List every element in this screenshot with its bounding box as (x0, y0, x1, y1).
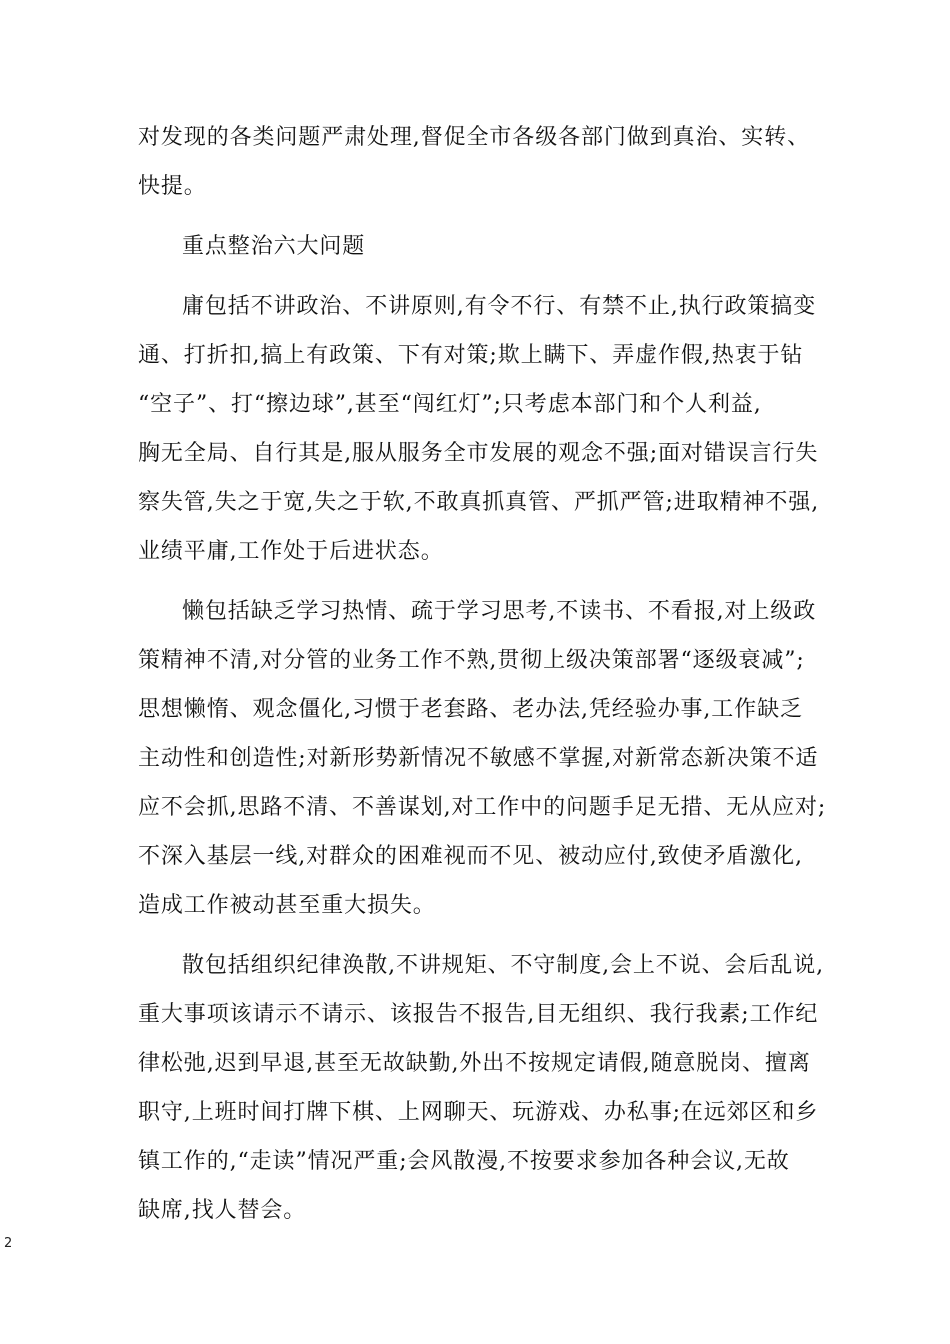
text-line: 快提。 (138, 174, 207, 199)
text-line: 重点整治六大问题 (182, 234, 366, 259)
text-line: 业绩平庸,工作处于后进状态。 (138, 539, 444, 564)
text-line: 察失管,失之于宽,失之于软,不敢真抓真管、严抓严管;进取精神不强, (138, 490, 820, 515)
paragraph-lan (138, 587, 828, 930)
text-line: 通、打折扣,搞上有政策、下有对策;欺上瞒下、弄虚作假,热衷于钻 (138, 343, 804, 368)
text-line: 散包括组织纪律涣散,不讲规矩、不守制度,会上不说、会后乱说, (182, 953, 824, 978)
page-content (138, 113, 828, 1235)
paragraph-san (138, 941, 828, 1235)
text-line: 对发现的各类问题严肃处理,督促全市各级各部门做到真治、实转、 (138, 125, 810, 150)
text-line: 思想懒惰、观念僵化,习惯于老套路、老办法,凭经验办事,工作缺乏 (138, 697, 803, 722)
text-line: 造成工作被动甚至重大损失。 (138, 893, 436, 918)
text-line: “空子”、打“擦边球”,甚至“闯红灯”;只考虑本部门和个人利益, (138, 392, 762, 417)
paragraph-yong (138, 282, 828, 576)
section-heading (138, 222, 828, 271)
text-line: 不深入基层一线,对群众的困难视而不见、被动应付,致使矛盾激化, (138, 844, 803, 869)
text-line: 重大事项该请示不请示、该报告不报告,目无组织、我行我素;工作纪 (138, 1002, 819, 1027)
text-line: 应不会抓,思路不清、不善谋划,对工作中的问题手足无措、无从应对; (138, 795, 827, 820)
page-number: 2 (4, 1236, 13, 1251)
text-line: 庸包括不讲政治、不讲原则,有令不行、有禁不止,执行政策搞变 (182, 294, 817, 319)
text-line: 镇工作的,“走读”情况严重;会风散漫,不按要求参加各种会议,无故 (138, 1149, 790, 1174)
text-line: 懒包括缺乏学习热情、疏于学习思考,不读书、不看报,对上级政 (182, 599, 817, 624)
text-line: 胸无全局、自行其是,服从服务全市发展的观念不强;面对错误言行失 (138, 441, 819, 466)
text-line: 职守,上班时间打牌下棋、上网聊天、玩游戏、办私事;在远郊区和乡 (138, 1100, 819, 1125)
text-line: 主动性和创造性;对新形势新情况不敏感不掌握,对新常态新决策不适 (138, 746, 819, 771)
text-line: 律松弛,迟到早退,甚至无故缺勤,外出不按规定请假,随意脱岗、擅离 (138, 1051, 811, 1076)
text-line: 策精神不清,对分管的业务工作不熟,贯彻上级决策部署“逐级衰减”; (138, 648, 805, 673)
text-line: 缺席,找人替会。 (138, 1198, 307, 1223)
paragraph-intro-continuation (138, 113, 828, 211)
